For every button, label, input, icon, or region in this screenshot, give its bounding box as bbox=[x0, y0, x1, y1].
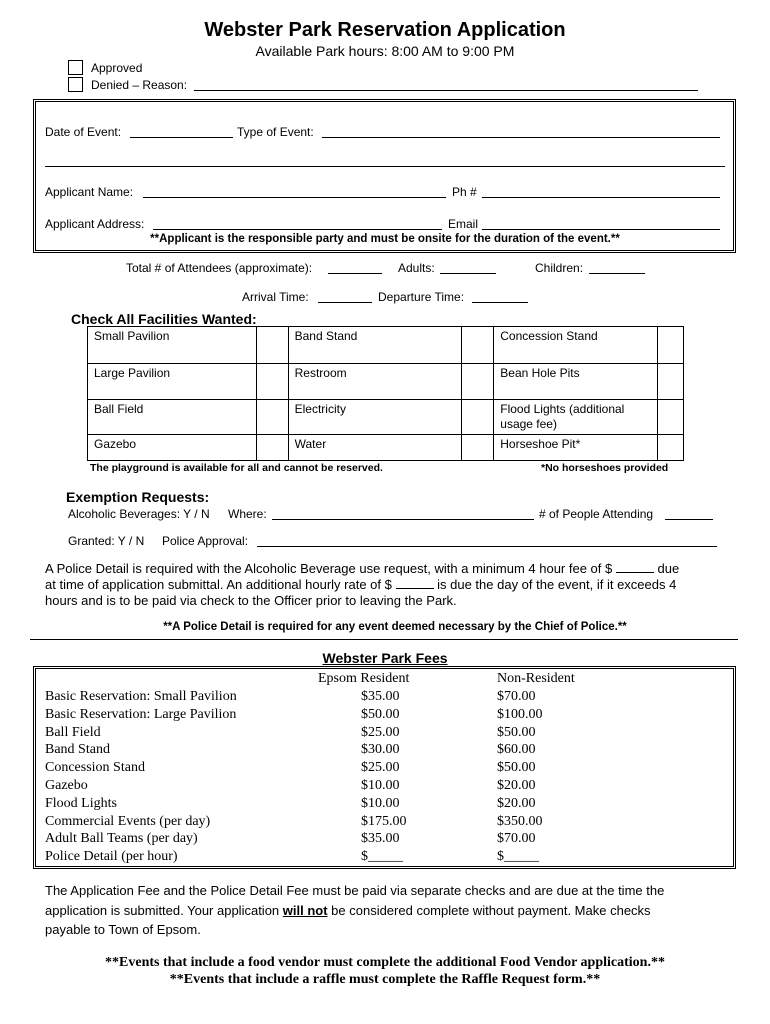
where-label: Where: bbox=[228, 507, 267, 521]
email-label: Email bbox=[448, 217, 479, 231]
fee-row bbox=[45, 741, 617, 759]
type-label: Type of Event: bbox=[237, 125, 314, 139]
police-approval-label: Police Approval: bbox=[162, 534, 249, 548]
approved-label: Approved bbox=[91, 61, 143, 75]
police-para-text: A Police Detail is required with the Alcoholic Beverage use request, with a minimum 4 hour fee of $ bbox=[45, 561, 613, 576]
min-fee-field[interactable] bbox=[616, 562, 654, 573]
payment-line1: The Application Fee and the Police Detail Fee must be paid via separate checks and are due at the time the bbox=[45, 883, 665, 898]
children-label: Children: bbox=[535, 261, 584, 275]
horseshoe-note: *No horseshoes provided bbox=[541, 462, 669, 474]
fee-resident: $10.00 bbox=[361, 777, 400, 793]
fee-item: Basic Reservation: Small Pavilion bbox=[45, 689, 237, 704]
denied-reason-field[interactable] bbox=[194, 90, 698, 91]
facility-checkbox[interactable] bbox=[658, 364, 684, 400]
facility-gazebo: Gazebo bbox=[88, 435, 257, 461]
fee-resident: $50.00 bbox=[361, 706, 400, 722]
facility-small-pavilion: Small Pavilion bbox=[88, 327, 257, 364]
fee-nonresident: $50.00 bbox=[497, 724, 536, 740]
facility-checkbox[interactable] bbox=[658, 435, 684, 461]
facility-checkbox[interactable] bbox=[256, 435, 288, 461]
adults-label: Adults: bbox=[398, 261, 435, 275]
playground-note: The playground is available for all and cannot be reserved. bbox=[90, 462, 383, 474]
facility-checkbox[interactable] bbox=[462, 327, 494, 364]
page-title: Webster Park Reservation Application bbox=[204, 19, 566, 41]
facility-ball-field: Ball Field bbox=[88, 400, 257, 435]
fee-item: Basic Reservation: Large Pavilion bbox=[45, 706, 237, 722]
facility-checkbox[interactable] bbox=[256, 400, 288, 435]
date-label: Date of Event: bbox=[45, 125, 122, 139]
facility-checkbox[interactable] bbox=[256, 327, 288, 364]
facility-concession-stand: Concession Stand bbox=[494, 327, 658, 364]
fee-item: Band Stand bbox=[45, 742, 110, 758]
fee-nonresident: $60.00 bbox=[497, 742, 536, 758]
fee-resident: $_____ bbox=[361, 849, 403, 865]
facility-checkbox[interactable] bbox=[462, 400, 494, 435]
payment-line2 bbox=[45, 903, 651, 918]
arrival-field[interactable] bbox=[318, 302, 372, 303]
fee-nonresident: $350.00 bbox=[497, 813, 543, 829]
food-vendor-notice: **Events that include a food vendor must complete the additional Food Vendor application.** bbox=[105, 955, 665, 970]
facility-water: Water bbox=[288, 435, 462, 461]
fee-resident: $175.00 bbox=[361, 813, 407, 829]
fee-item: Gazebo bbox=[45, 777, 88, 793]
fees-body bbox=[45, 688, 617, 866]
fee-row bbox=[45, 813, 617, 831]
police-detail-notice: **A Police Detail is required for any event deemed necessary by the Chief of Police.** bbox=[163, 621, 627, 633]
fee-item: Concession Stand bbox=[45, 760, 145, 776]
granted-label: Granted: Y / N bbox=[68, 534, 145, 548]
facility-checkbox[interactable] bbox=[462, 364, 494, 400]
responsible-party-notice: **Applicant is the responsible party and must be onsite for the duration of the event.** bbox=[150, 233, 620, 245]
payment-line3: payable to Town of Epsom. bbox=[45, 922, 201, 937]
name-label: Applicant Name: bbox=[45, 185, 134, 199]
attendees-field[interactable] bbox=[328, 273, 382, 274]
children-field[interactable] bbox=[589, 273, 645, 274]
departure-field[interactable] bbox=[472, 302, 528, 303]
fee-resident: $25.00 bbox=[361, 724, 400, 740]
park-hours: Available Park hours: 8:00 AM to 9:00 PM bbox=[255, 43, 515, 59]
facility-row bbox=[88, 364, 684, 400]
fee-resident: $25.00 bbox=[361, 760, 400, 776]
type-field[interactable] bbox=[322, 137, 720, 138]
approved-checkbox[interactable] bbox=[68, 60, 83, 75]
payment-text: application is submitted. Your application bbox=[45, 903, 283, 918]
where-field[interactable] bbox=[272, 519, 534, 520]
email-field[interactable] bbox=[482, 229, 720, 230]
people-field[interactable] bbox=[665, 519, 713, 520]
address-label: Applicant Address: bbox=[45, 217, 145, 231]
police-para-line2 bbox=[45, 577, 676, 592]
people-label: # of People Attending bbox=[539, 507, 654, 521]
fee-resident: $35.00 bbox=[361, 689, 400, 704]
phone-label: Ph # bbox=[452, 185, 477, 199]
facility-checkbox[interactable] bbox=[658, 400, 684, 435]
fee-row bbox=[45, 724, 617, 742]
facility-flood-lights: Flood Lights (additional usage fee) bbox=[494, 400, 658, 435]
divider bbox=[30, 639, 738, 640]
police-approval-field[interactable] bbox=[257, 546, 717, 547]
fee-resident: $30.00 bbox=[361, 742, 400, 758]
fee-row bbox=[45, 688, 617, 706]
facility-row bbox=[88, 400, 684, 435]
attendees-label: Total # of Attendees (approximate): bbox=[126, 261, 313, 275]
fees-title: Webster Park Fees bbox=[322, 650, 448, 666]
name-field[interactable] bbox=[143, 197, 446, 198]
fee-nonresident: $50.00 bbox=[497, 760, 536, 776]
fee-nonresident: $100.00 bbox=[497, 706, 543, 722]
facilities-heading: Check All Facilities Wanted: bbox=[71, 311, 257, 327]
fee-row bbox=[45, 777, 617, 795]
hourly-rate-field[interactable] bbox=[396, 578, 434, 589]
fees-table bbox=[45, 688, 617, 866]
facility-band-stand: Band Stand bbox=[288, 327, 462, 364]
exemption-heading: Exemption Requests: bbox=[66, 489, 210, 505]
facility-checkbox[interactable] bbox=[462, 435, 494, 461]
facility-bean-hole-pits: Bean Hole Pits bbox=[494, 364, 658, 400]
facility-electricity: Electricity bbox=[288, 400, 462, 435]
fee-row bbox=[45, 795, 617, 813]
denied-checkbox[interactable] bbox=[68, 77, 83, 92]
will-not-emphasis: will not bbox=[282, 903, 328, 918]
fee-item: Ball Field bbox=[45, 724, 101, 740]
fee-row bbox=[45, 706, 617, 724]
fee-resident: $10.00 bbox=[361, 795, 400, 811]
facility-horseshoe-pit: Horseshoe Pit* bbox=[494, 435, 658, 461]
fee-row bbox=[45, 759, 617, 777]
police-para-text: at time of application submittal. An additional hourly rate of $ bbox=[45, 577, 392, 592]
police-para-line1 bbox=[45, 561, 679, 576]
facilities-table bbox=[87, 326, 684, 461]
phone-field[interactable] bbox=[482, 197, 720, 198]
police-para-text: due bbox=[657, 561, 680, 576]
fee-nonresident: $20.00 bbox=[497, 795, 536, 811]
facility-row bbox=[88, 327, 684, 364]
fee-nonresident: $_____ bbox=[497, 849, 539, 865]
facility-row bbox=[88, 435, 684, 461]
denied-label: Denied – Reason: bbox=[91, 78, 188, 92]
raffle-notice: **Events that include a raffle must complete the Raffle Request form.** bbox=[169, 972, 601, 987]
fee-item: Flood Lights bbox=[45, 795, 117, 811]
arrival-label: Arrival Time: bbox=[242, 290, 309, 304]
col-resident: Epsom Resident bbox=[318, 671, 410, 686]
police-para-line3: hours and is to be paid via check to the Officer prior to leaving the Park. bbox=[45, 593, 457, 608]
fee-resident: $35.00 bbox=[361, 831, 400, 847]
fee-row bbox=[45, 830, 617, 848]
facility-checkbox[interactable] bbox=[658, 327, 684, 364]
fee-item: Police Detail (per hour) bbox=[45, 849, 178, 865]
date-field[interactable] bbox=[130, 137, 233, 138]
fee-nonresident: $70.00 bbox=[497, 831, 536, 847]
payment-text: be considered complete without payment. Make checks bbox=[327, 903, 651, 918]
fee-nonresident: $70.00 bbox=[497, 689, 536, 704]
col-nonresident: Non-Resident bbox=[497, 671, 575, 686]
fee-row bbox=[45, 848, 617, 866]
adults-field[interactable] bbox=[440, 273, 496, 274]
facility-checkbox[interactable] bbox=[256, 364, 288, 400]
fee-item: Adult Ball Teams (per day) bbox=[45, 831, 198, 847]
fee-nonresident: $20.00 bbox=[497, 777, 536, 793]
facility-large-pavilion: Large Pavilion bbox=[88, 364, 257, 400]
departure-label: Departure Time: bbox=[378, 290, 465, 304]
type-field-continued[interactable] bbox=[45, 166, 725, 167]
address-field[interactable] bbox=[153, 229, 442, 230]
police-para-text: is due the day of the event, if it exceeds 4 bbox=[437, 577, 677, 592]
fee-item: Commercial Events (per day) bbox=[45, 813, 211, 829]
facility-restroom: Restroom bbox=[288, 364, 462, 400]
alcohol-label: Alcoholic Beverages: Y / N bbox=[68, 507, 210, 521]
